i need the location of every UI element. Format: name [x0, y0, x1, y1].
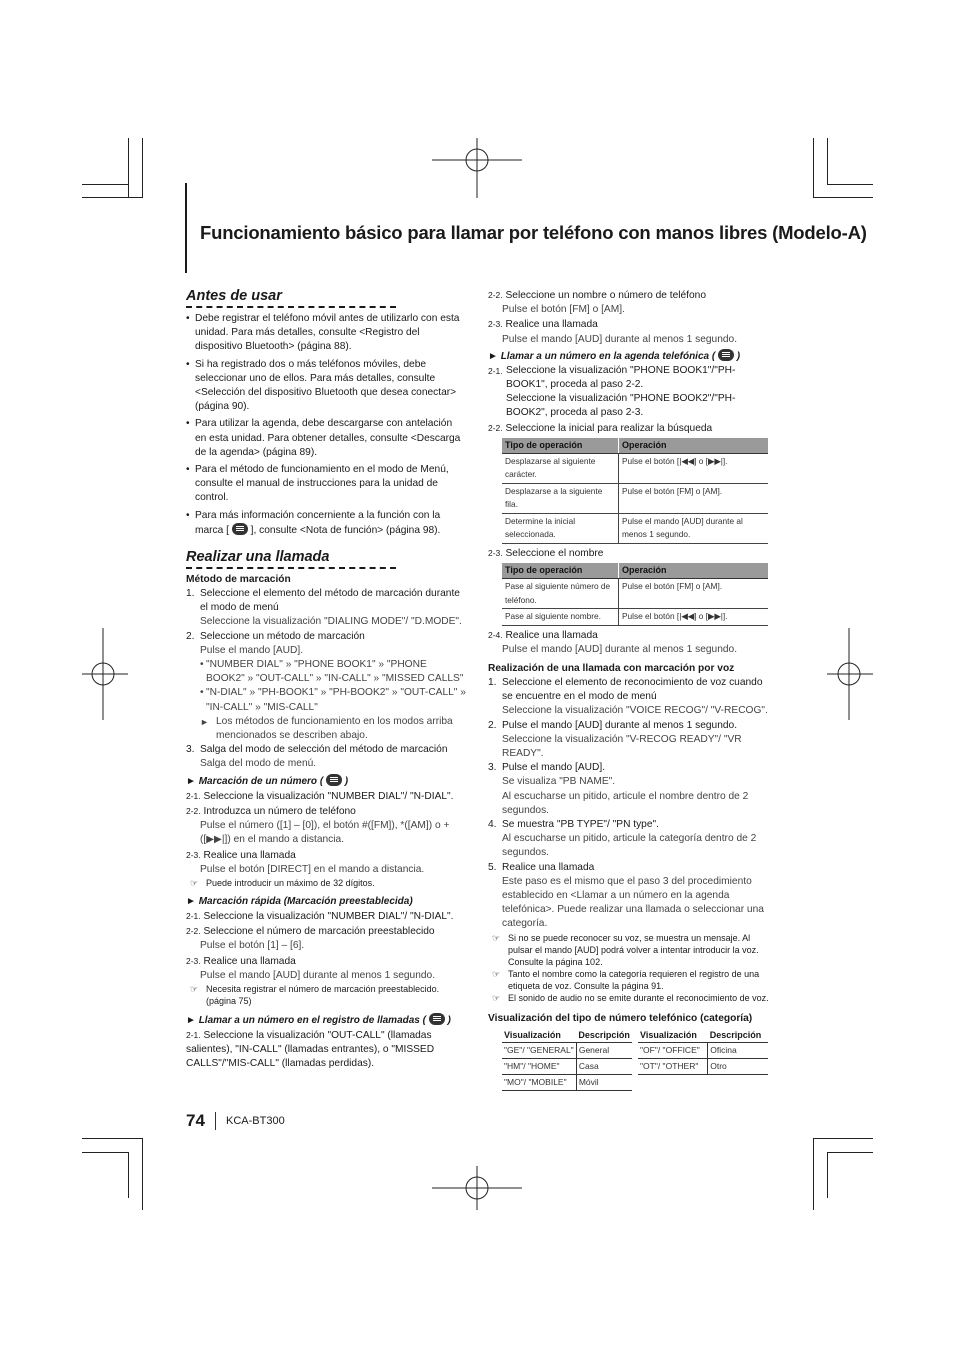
- step-detail: Pulse el mando [AUD] durante al menos 1 segundo.: [502, 333, 738, 345]
- table-row: Determine la inicial seleccionada. Pulse el mando [AUD] durante al menos 1 segundo.: [502, 513, 768, 543]
- arrow-icon: ►: [488, 350, 498, 362]
- registration-mark-bottom: [432, 1166, 522, 1226]
- step-detail: Pulse el mando [AUD].: [200, 644, 304, 656]
- substep: 2-3. Realice una llamada: [186, 849, 296, 861]
- registration-mark-left: [82, 628, 128, 720]
- list-item: • Para el método de funcionamiento en el modo de Menú, consulte el manual de instrucciones para la unidad de control.: [186, 463, 466, 506]
- step-detail: Este paso es el mismo que el paso 3 del procedimiento establecido en <Llamar a un número en la agenda telefónica>. Puede realizar una llamada o seleccionar una categoría.: [502, 875, 764, 930]
- right-column: [488, 288, 770, 1091]
- left-column: [186, 288, 466, 1072]
- substep: 2-1. Seleccione la visualización "PHONE BOOK1"/"PH-BOOK1", proceda al paso 2-2.: [488, 364, 736, 391]
- substep: 2-1. Seleccione la visualización "NUMBER DIAL"/ "N-DIAL".: [186, 790, 454, 802]
- note: ☞ Tanto el nombre como la categoría requieren el registro de una etiqueta de voz. Consulte la página 91.: [492, 968, 760, 991]
- list-item: • "N-DIAL" » "PH-BOOK1" » "PH-BOOK2" » "OUT-CALL" » "IN-CALL" » "MIS-CALL": [200, 687, 466, 713]
- category-tables: [488, 1028, 770, 1091]
- step-detail: Pulse el botón [DIRECT] en el mando a distancia.: [200, 863, 425, 875]
- note: ☞ El sonido de audio no se emite durante el reconocimiento de voz.: [492, 992, 769, 1003]
- table-row: "OT"/ "OTHER" Otro: [638, 1058, 768, 1074]
- table-row: "GE"/ "GENERAL" General: [502, 1042, 632, 1058]
- function-note-icon: [326, 774, 342, 786]
- subheading-voz: Realización de una llamada con marcación por voz: [488, 662, 735, 674]
- note: ☞ Si no se puede reconocer su voz, se muestra un mensaje. Al pulsar el mando [AUD] podrá volver a intentar introducir la voz. Consulte la página 102.: [492, 932, 759, 967]
- note-icon: ☞: [190, 983, 199, 994]
- step: 2. Pulse el mando [AUD] durante al menos 1 segundo.: [488, 719, 738, 731]
- antes-bullets: [186, 312, 466, 538]
- step-detail: Al escucharse un pitido, articule la categoría dentro de 2 segundos.: [502, 833, 757, 859]
- substep: 2-3. Realice una llamada: [186, 955, 296, 967]
- title-bar: [185, 183, 187, 273]
- step-text: Seleccione el elemento del método de marcación durante el modo de menú: [200, 588, 460, 614]
- step: 1. Seleccione el elemento de reconocimiento de voz cuando se encuentre en el modo de menú: [488, 676, 763, 703]
- subheading-metodo: Método de marcación: [186, 574, 291, 586]
- note-icon: ☞: [492, 932, 501, 943]
- note: ☞ Puede introducir un máximo de 32 dígitos.: [190, 877, 375, 888]
- substep-detail: Seleccione la visualización "PHONE BOOK2"/"PH-BOOK2", proceda al paso 2-3.: [506, 393, 736, 419]
- substep: 2-2. Introduzca un número de teléfono: [186, 805, 356, 817]
- step-detail: Salga del modo de menú.: [200, 758, 317, 770]
- list-item: • "NUMBER DIAL" » "PHONE BOOK1" » "PHONE BOOK2" » "OUT-CALL" » "IN-CALL" » "MISSED CALLS": [200, 659, 464, 685]
- note-icon: ☞: [492, 992, 501, 1003]
- step-detail: Pulse el mando [AUD] durante al menos 1 segundo.: [502, 643, 738, 655]
- page-title: Funcionamiento básico para llamar por teléfono con manos libres (Modelo-A): [200, 222, 867, 243]
- operation-table-initial: [502, 438, 768, 544]
- category-table-right: Visualización Descripción "OF"/ "OFFICE" Oficina "OT"/ "OTHER" Otro: [638, 1028, 768, 1075]
- arrow-note: ► Los métodos de funcionamiento en los modos arriba mencionados se describen abajo.: [200, 715, 453, 742]
- list-item: • Para utilizar la agenda, debe descargarse con antelación en esta unidad. Para obtener detalles, consulte <Descarga de la agenda> (página 89).: [186, 417, 466, 460]
- substep: 2-2. Seleccione un nombre o número de teléfono: [488, 290, 706, 301]
- table-header: Operación: [619, 438, 769, 454]
- substep: 2-3. Realice una llamada: [488, 319, 598, 331]
- substep: 2-2. Seleccione la inicial para realizar la búsqueda: [488, 422, 713, 434]
- arrow-icon: ►: [186, 895, 196, 907]
- list-item: • Debe registrar el teléfono móvil antes de utilizarlo con esta unidad. Para más detalles, consulte <Registro del dispositivo Bluetooth> (página 88).: [186, 312, 466, 355]
- operation-table-name: [502, 563, 768, 626]
- registration-mark-right: [827, 628, 873, 720]
- step-detail: Se visualiza "PB NAME".: [502, 776, 616, 788]
- substep: 2-3. Seleccione el nombre: [488, 547, 604, 559]
- step: 1. Seleccione el elemento del método de marcación durante el modo de menú: [186, 588, 460, 614]
- substep: 2-4. Realice una llamada: [488, 629, 598, 641]
- table-row: Pase al siguiente nombre. Pulse el botón [|◀◀] o [▶▶|].: [502, 609, 768, 626]
- function-note-icon: [232, 523, 248, 535]
- table-row: "MO"/ "MOBILE" Móvil: [502, 1074, 632, 1090]
- note-icon: ☞: [492, 968, 501, 979]
- subheading-marcacion-rapida: ► Marcación rápida (Marcación preestablecida): [186, 895, 413, 907]
- step: 4. Se muestra "PB TYPE"/ "PN type".: [488, 818, 659, 830]
- bullet-text: Para más información concerniente a la función con la marca [: [195, 509, 441, 536]
- table-row: Desplazarse a la siguiente fila. Pulse el botón [FM] o [AM].: [502, 483, 768, 513]
- note-icon: ☞: [190, 877, 199, 888]
- step: 3. Pulse el mando [AUD].: [488, 762, 606, 774]
- category-table-left: Visualización Descripción "GE"/ "GENERAL" General "HM"/ "HOME" Casa "MO"/ "MOBILE" Móvil: [502, 1028, 632, 1091]
- step-detail: Pulse el botón [1] – [6].: [200, 940, 305, 952]
- function-note-icon: [718, 349, 734, 361]
- step-detail: Al escucharse un pitido, articule el nombre dentro de 2 segundos.: [502, 790, 749, 816]
- subheading-categoria: Visualización del tipo de número telefónico (categoría): [488, 1012, 753, 1024]
- page-number: 74: [186, 1111, 205, 1130]
- model-name: KCA-BT300: [226, 1115, 285, 1127]
- table-header: Tipo de operación: [502, 438, 619, 454]
- list-item: • Si ha registrado dos o más teléfonos móviles, debe seleccionar uno de ellos. Para más detalles, consulte <Selección del dispositivo Bluetooth que desea conectar> (página 90).: [186, 358, 466, 415]
- registration-mark-top: [432, 138, 522, 198]
- arrow-icon: ►: [186, 1014, 196, 1026]
- table-row: "HM"/ "HOME" Casa: [502, 1058, 632, 1074]
- step-detail: Seleccione la visualización "V-RECOG READY"/ "VR READY".: [502, 733, 742, 759]
- step-detail: Seleccione la visualización "VOICE RECOG"/ "V-RECOG".: [502, 705, 768, 717]
- footer-divider: [215, 1112, 216, 1130]
- substep: 2-1. Seleccione la visualización "NUMBER DIAL"/ "N-DIAL".: [186, 910, 454, 922]
- step-text: Salga del modo de selección del método de marcación: [200, 744, 448, 756]
- table-header: Tipo de operación: [502, 563, 619, 579]
- arrow-icon: ►: [186, 775, 196, 787]
- section-heading-realizar: Realizar una llamada: [186, 549, 396, 569]
- table-row: "OF"/ "OFFICE" Oficina: [638, 1042, 768, 1058]
- subheading-agenda: ► Llamar a un número en la agenda telefónica ( ): [488, 350, 741, 362]
- list-item: [186, 509, 466, 538]
- note: ☞ Necesita registrar el número de marcación preestablecido. (página 75): [190, 983, 440, 1006]
- step: 2. Seleccione un método de marcación: [186, 630, 365, 642]
- step-detail: Pulse el mando [AUD] durante al menos 1 segundo.: [200, 969, 436, 981]
- subheading-marcacion-numero: ► Marcación de un número ( ): [186, 775, 349, 787]
- substep: 2-1. Seleccione la visualización "OUT-CALL" (llamadas salientes), "IN-CALL" (llamadas entrantes), o "MISSED CALLS"/"MIS-CALL" (llamadas perdidas).: [186, 1029, 435, 1070]
- table-header: Operación: [619, 563, 769, 579]
- step-detail: Pulse el botón [FM] o [AM].: [502, 304, 625, 316]
- step-text: Seleccione un método de marcación: [200, 630, 365, 642]
- function-note-icon: [429, 1013, 445, 1025]
- step: 5. Realice una llamada: [488, 861, 595, 873]
- subheading-registro-llamadas: ► Llamar a un número en el registro de llamadas ( ): [186, 1014, 451, 1026]
- bullet-text: ], consulte <Nota de función> (página 98).: [250, 524, 441, 536]
- table-row: Pase al siguiente número de teléfono. Pulse el botón [FM] o [AM].: [502, 579, 768, 609]
- step-detail: Pulse el número ([1] – [0]), el botón #([FM]), *([AM]) o +([▶▶|]) en el mando a distancia.: [200, 820, 450, 846]
- substep: 2-2. Seleccione el número de marcación preestablecido: [186, 926, 435, 938]
- step: 3. Salga del modo de selección del método de marcación: [186, 744, 448, 756]
- table-row: Desplazarse al siguiente carácter. Pulse el botón [|◀◀] o [▶▶|].: [502, 453, 768, 483]
- step-detail: Seleccione la visualización "DIALING MODE"/ "D.MODE".: [200, 616, 462, 628]
- section-heading-antes: Antes de usar: [186, 288, 396, 308]
- arrow-icon: ►: [200, 716, 209, 727]
